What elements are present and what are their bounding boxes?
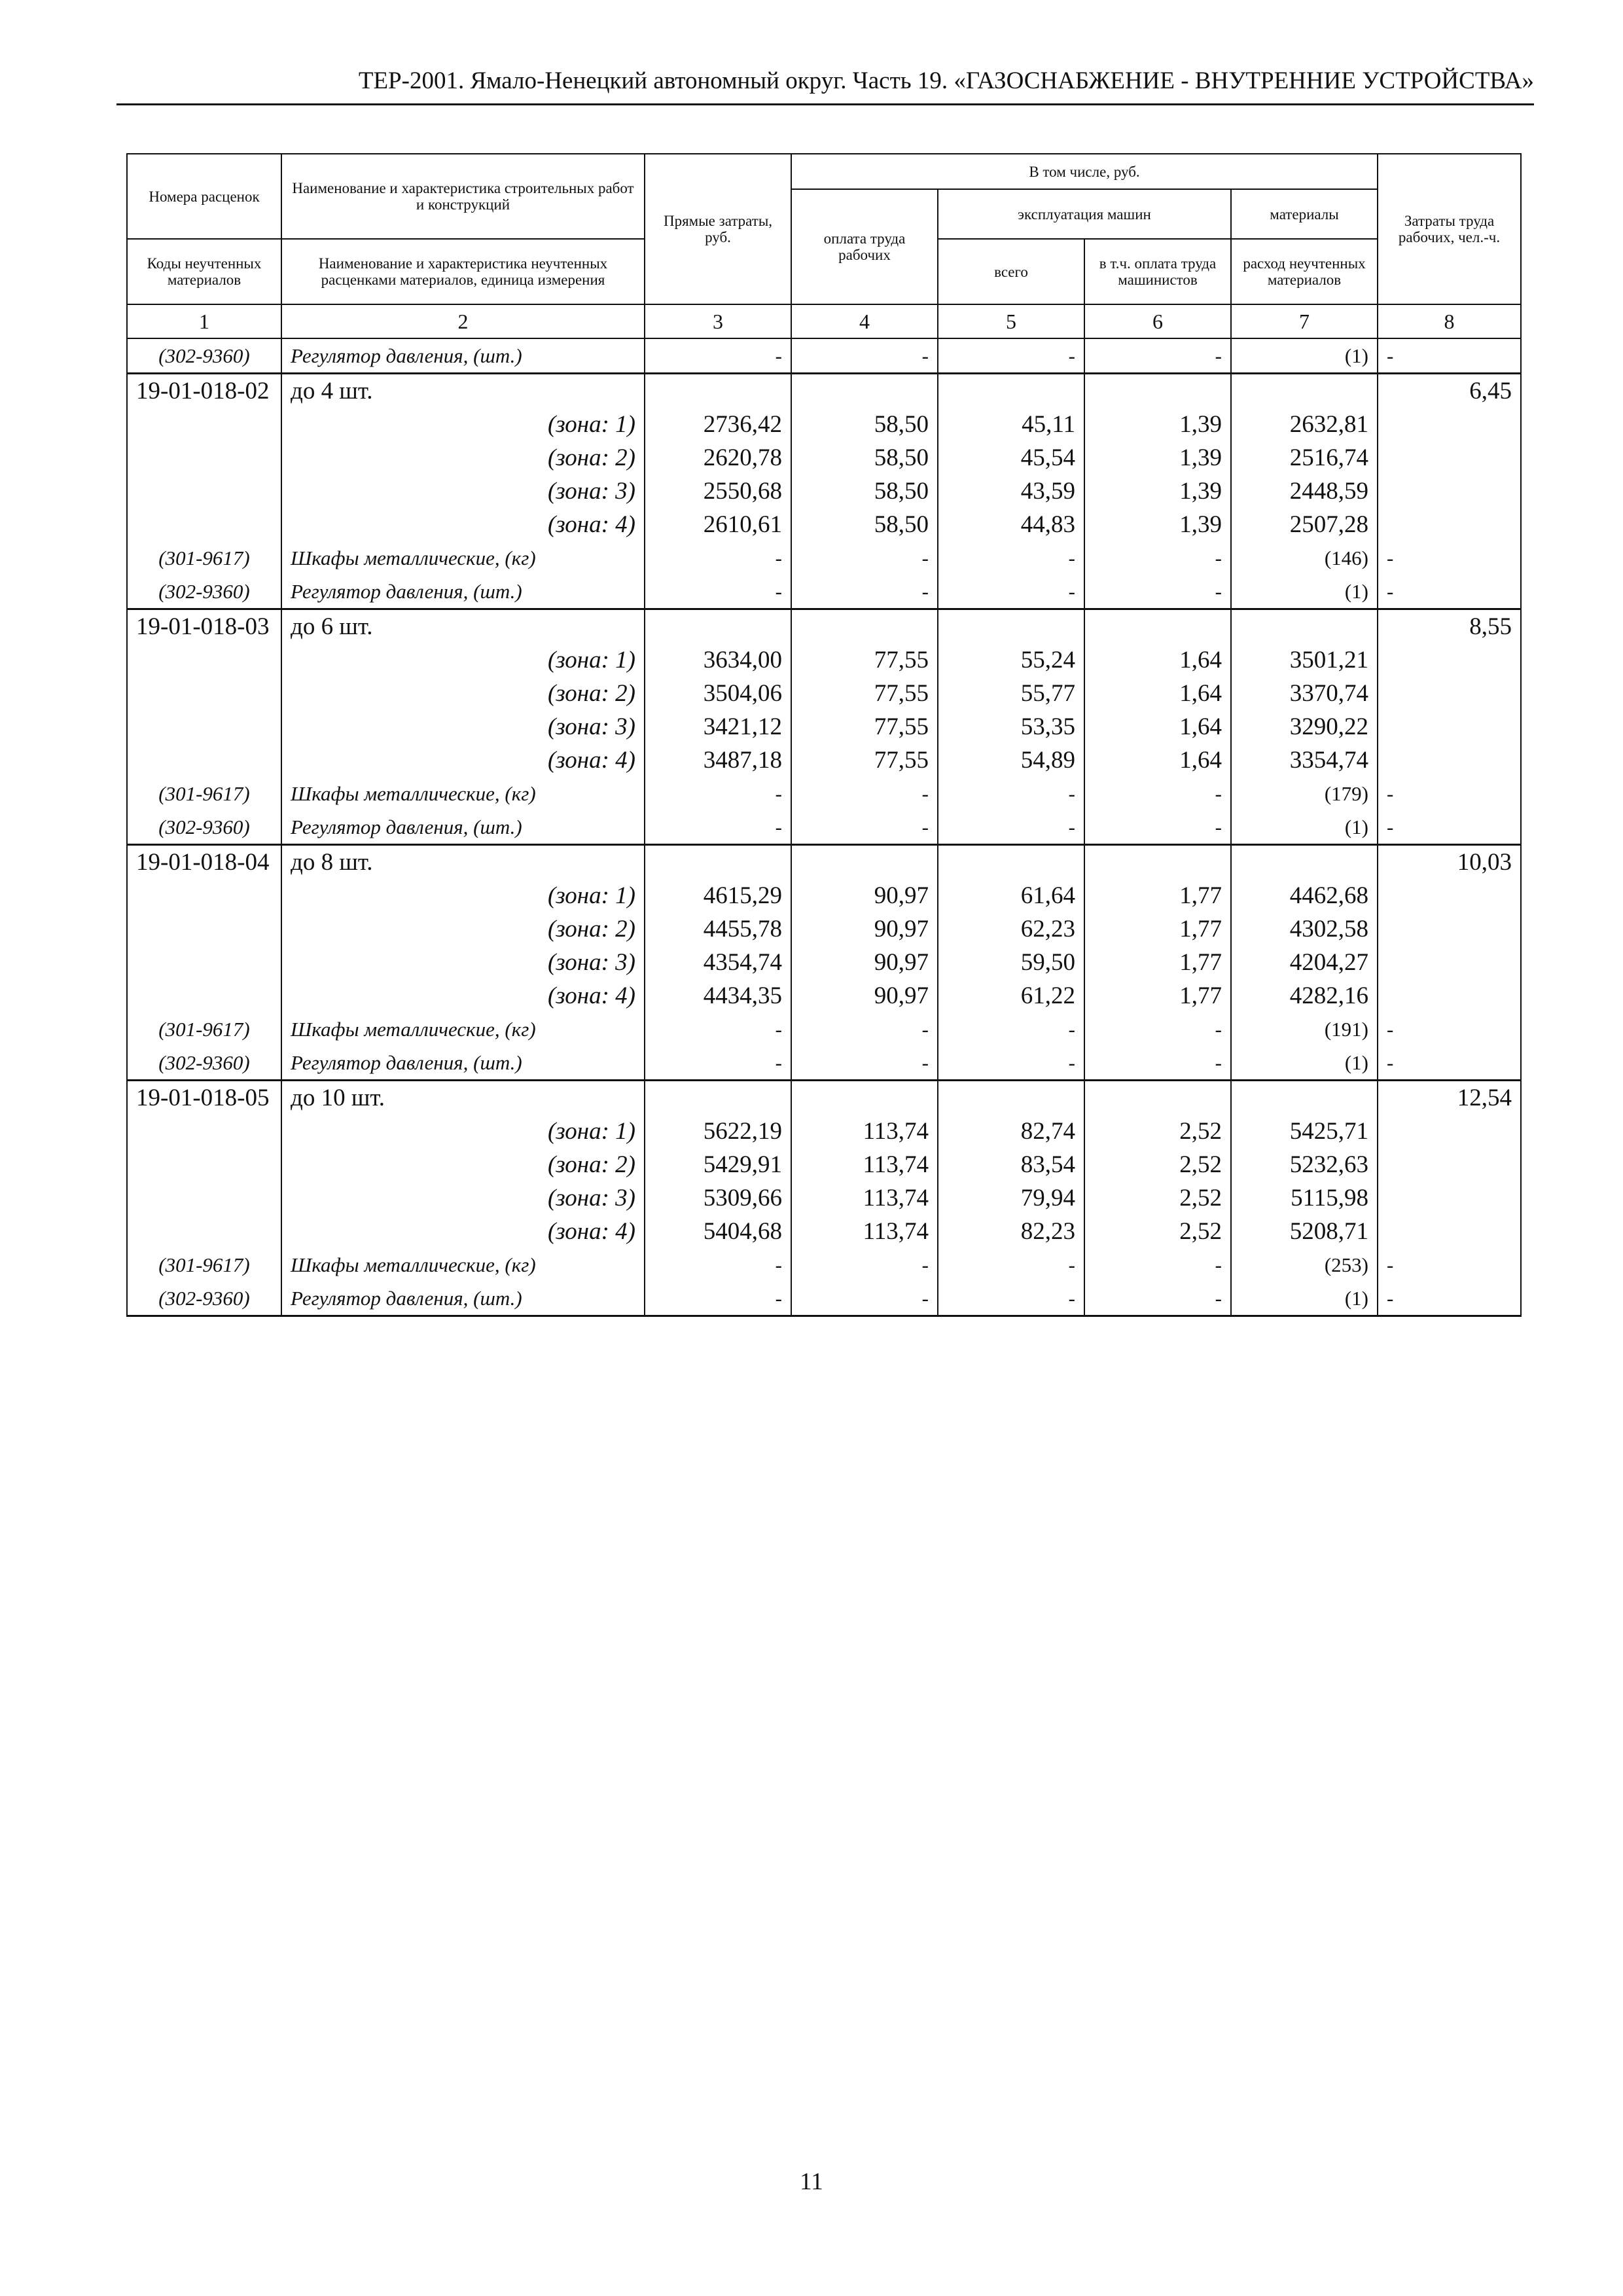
- machines-total-cell: 54,89: [938, 744, 1084, 777]
- machines-total-cell: -: [938, 541, 1084, 575]
- labor-costs-cell: [1378, 475, 1521, 508]
- operators-pay-cell: 1,77: [1084, 879, 1231, 912]
- machines-total-cell: -: [938, 1013, 1084, 1046]
- materials-cell: 5115,98: [1231, 1181, 1378, 1215]
- labor-costs-cell: [1378, 1148, 1521, 1181]
- materials-cell: 2516,74: [1231, 441, 1378, 475]
- item-name-cell: (зона: 3): [281, 475, 645, 508]
- rate-code-cell: [127, 744, 281, 777]
- rate-code-cell: [127, 710, 281, 744]
- direct-costs-cell: 2620,78: [645, 441, 791, 475]
- workers-pay-cell: -: [791, 1248, 938, 1282]
- zone-row: [127, 946, 1521, 979]
- materials-cell: (1): [1231, 1046, 1378, 1081]
- labor-costs-cell: [1378, 508, 1521, 541]
- machines-total-cell: [938, 1081, 1084, 1115]
- operators-pay-cell: 1,64: [1084, 643, 1231, 677]
- materials-cell: 5232,63: [1231, 1148, 1378, 1181]
- rate-code-cell: (301-9617): [127, 1248, 281, 1282]
- workers-pay-cell: 90,97: [791, 979, 938, 1013]
- machines-total-cell: 59,50: [938, 946, 1084, 979]
- direct-costs-cell: 3487,18: [645, 744, 791, 777]
- machines-total-cell: 61,22: [938, 979, 1084, 1013]
- materials-cell: 4282,16: [1231, 979, 1378, 1013]
- item-name-cell: Шкафы металлические, (кг): [281, 777, 645, 810]
- zone-row: [127, 677, 1521, 710]
- workers-pay-cell: 77,55: [791, 744, 938, 777]
- materials-cell: 4204,27: [1231, 946, 1378, 979]
- materials-cell: 3370,74: [1231, 677, 1378, 710]
- zone-row: [127, 1148, 1521, 1181]
- workers-pay-cell: 58,50: [791, 408, 938, 441]
- rate-code-cell: [127, 979, 281, 1013]
- rate-code-cell: [127, 677, 281, 710]
- labor-costs-cell: -: [1378, 1248, 1521, 1282]
- labor-costs-cell: [1378, 643, 1521, 677]
- item-name-cell: (зона: 2): [281, 1148, 645, 1181]
- rate-code-cell: (302-9360): [127, 1282, 281, 1316]
- rate-code-cell: [127, 408, 281, 441]
- materials-cell: 3501,21: [1231, 643, 1378, 677]
- workers-pay-cell: 113,74: [791, 1115, 938, 1148]
- item-name-cell: (зона: 3): [281, 946, 645, 979]
- workers-pay-cell: -: [791, 575, 938, 609]
- zone-row: [127, 441, 1521, 475]
- rates-table: [126, 153, 1522, 1317]
- operators-pay-cell: 1,39: [1084, 441, 1231, 475]
- labor-costs-cell: 10,03: [1378, 845, 1521, 880]
- workers-pay-cell: 77,55: [791, 710, 938, 744]
- rate-row: [127, 374, 1521, 408]
- table-body: [127, 338, 1521, 1316]
- item-name-cell: до 10 шт.: [281, 1081, 645, 1115]
- item-name-cell: (зона: 4): [281, 744, 645, 777]
- operators-pay-cell: 2,52: [1084, 1115, 1231, 1148]
- materials-cell: (179): [1231, 777, 1378, 810]
- operators-pay-cell: [1084, 1081, 1231, 1115]
- direct-costs-cell: -: [645, 1282, 791, 1316]
- item-name-cell: Шкафы металлические, (кг): [281, 1013, 645, 1046]
- machines-total-cell: 55,77: [938, 677, 1084, 710]
- item-name-cell: (зона: 2): [281, 677, 645, 710]
- labor-costs-cell: [1378, 441, 1521, 475]
- machines-total-cell: 82,23: [938, 1215, 1084, 1248]
- workers-pay-cell: 90,97: [791, 879, 938, 912]
- header-work-name: Наименование и характеристика строительных работ и конструкций: [281, 154, 645, 239]
- item-name-cell: (зона: 3): [281, 710, 645, 744]
- rate-code-cell: (301-9617): [127, 541, 281, 575]
- material-row: [127, 1282, 1521, 1316]
- workers-pay-cell: -: [791, 810, 938, 845]
- labor-costs-cell: -: [1378, 575, 1521, 609]
- labor-costs-cell: [1378, 1215, 1521, 1248]
- machines-total-cell: -: [938, 1248, 1084, 1282]
- direct-costs-cell: 3504,06: [645, 677, 791, 710]
- materials-cell: (253): [1231, 1248, 1378, 1282]
- rate-code-cell: [127, 1115, 281, 1148]
- item-name-cell: до 8 шт.: [281, 845, 645, 880]
- workers-pay-cell: -: [791, 1046, 938, 1081]
- workers-pay-cell: 58,50: [791, 508, 938, 541]
- zone-row: [127, 475, 1521, 508]
- zone-row: [127, 710, 1521, 744]
- operators-pay-cell: -: [1084, 338, 1231, 374]
- column-number: 8: [1378, 304, 1521, 338]
- labor-costs-cell: [1378, 979, 1521, 1013]
- operators-pay-cell: 1,64: [1084, 677, 1231, 710]
- direct-costs-cell: 3421,12: [645, 710, 791, 744]
- page-number: 11: [800, 2168, 823, 2195]
- materials-cell: 2507,28: [1231, 508, 1378, 541]
- workers-pay-cell: 113,74: [791, 1215, 938, 1248]
- direct-costs-cell: 2610,61: [645, 508, 791, 541]
- machines-total-cell: -: [938, 777, 1084, 810]
- materials-cell: (1): [1231, 810, 1378, 845]
- operators-pay-cell: 2,52: [1084, 1148, 1231, 1181]
- direct-costs-cell: 2736,42: [645, 408, 791, 441]
- workers-pay-cell: -: [791, 1013, 938, 1046]
- header-unaccounted-materials: расход неучтенных материалов: [1231, 239, 1378, 304]
- direct-costs-cell: 4354,74: [645, 946, 791, 979]
- machines-total-cell: [938, 374, 1084, 408]
- zone-row: [127, 912, 1521, 946]
- workers-pay-cell: 77,55: [791, 643, 938, 677]
- column-number: 6: [1084, 304, 1231, 338]
- direct-costs-cell: -: [645, 1046, 791, 1081]
- direct-costs-cell: -: [645, 1248, 791, 1282]
- operators-pay-cell: -: [1084, 777, 1231, 810]
- machines-total-cell: 79,94: [938, 1181, 1084, 1215]
- direct-costs-cell: -: [645, 810, 791, 845]
- item-name-cell: до 4 шт.: [281, 374, 645, 408]
- machines-total-cell: 82,74: [938, 1115, 1084, 1148]
- labor-costs-cell: -: [1378, 338, 1521, 374]
- rate-code-cell: [127, 946, 281, 979]
- workers-pay-cell: 113,74: [791, 1148, 938, 1181]
- machines-total-cell: 55,24: [938, 643, 1084, 677]
- item-name-cell: (зона: 1): [281, 1115, 645, 1148]
- labor-costs-cell: [1378, 912, 1521, 946]
- material-row: [127, 1248, 1521, 1282]
- workers-pay-cell: -: [791, 1282, 938, 1316]
- operators-pay-cell: -: [1084, 1013, 1231, 1046]
- header-materials: материалы: [1231, 189, 1378, 239]
- labor-costs-cell: -: [1378, 1046, 1521, 1081]
- operators-pay-cell: [1084, 609, 1231, 644]
- machines-total-cell: 62,23: [938, 912, 1084, 946]
- rate-code-cell: (302-9360): [127, 575, 281, 609]
- operators-pay-cell: -: [1084, 1282, 1231, 1316]
- direct-costs-cell: [645, 609, 791, 644]
- operators-pay-cell: 1,39: [1084, 408, 1231, 441]
- item-name-cell: Регулятор давления, (шт.): [281, 338, 645, 374]
- workers-pay-cell: 77,55: [791, 677, 938, 710]
- header-operators-pay: в т.ч. оплата труда машинистов: [1084, 239, 1231, 304]
- materials-cell: (1): [1231, 575, 1378, 609]
- operators-pay-cell: 1,39: [1084, 475, 1231, 508]
- labor-costs-cell: [1378, 1181, 1521, 1215]
- operators-pay-cell: 1,77: [1084, 912, 1231, 946]
- materials-cell: [1231, 609, 1378, 644]
- labor-costs-cell: 8,55: [1378, 609, 1521, 644]
- labor-costs-cell: [1378, 744, 1521, 777]
- machines-total-cell: [938, 609, 1084, 644]
- materials-cell: 3290,22: [1231, 710, 1378, 744]
- operators-pay-cell: 1,64: [1084, 710, 1231, 744]
- rate-code-cell: (302-9360): [127, 810, 281, 845]
- zone-row: [127, 408, 1521, 441]
- materials-cell: 3354,74: [1231, 744, 1378, 777]
- rate-code-cell: [127, 475, 281, 508]
- operators-pay-cell: -: [1084, 1248, 1231, 1282]
- labor-costs-cell: [1378, 408, 1521, 441]
- header-machines-total: всего: [938, 239, 1084, 304]
- machines-total-cell: -: [938, 810, 1084, 845]
- rate-code-cell: 19-01-018-02: [127, 374, 281, 408]
- item-name-cell: (зона: 1): [281, 408, 645, 441]
- labor-costs-cell: -: [1378, 541, 1521, 575]
- zone-row: [127, 643, 1521, 677]
- workers-pay-cell: 90,97: [791, 912, 938, 946]
- materials-cell: [1231, 374, 1378, 408]
- labor-costs-cell: [1378, 677, 1521, 710]
- workers-pay-cell: 113,74: [791, 1181, 938, 1215]
- rate-code-cell: (302-9360): [127, 338, 281, 374]
- workers-pay-cell: [791, 609, 938, 644]
- direct-costs-cell: 4455,78: [645, 912, 791, 946]
- page-header: ТЕР-2001. Ямало-Ненецкий автономный округ. Часть 19. «ГАЗОСНАБЖЕНИЕ - ВНУТРЕННИЕ УСТРОЙСТВА»: [116, 65, 1534, 105]
- item-name-cell: Регулятор давления, (шт.): [281, 1282, 645, 1316]
- direct-costs-cell: [645, 1081, 791, 1115]
- item-name-cell: Регулятор давления, (шт.): [281, 1046, 645, 1081]
- zone-row: [127, 744, 1521, 777]
- machines-total-cell: 83,54: [938, 1148, 1084, 1181]
- column-number: 1: [127, 304, 281, 338]
- rate-code-cell: 19-01-018-03: [127, 609, 281, 644]
- material-row: [127, 338, 1521, 374]
- materials-cell: (191): [1231, 1013, 1378, 1046]
- direct-costs-cell: -: [645, 541, 791, 575]
- workers-pay-cell: [791, 1081, 938, 1115]
- rate-code-cell: [127, 643, 281, 677]
- rate-code-cell: 19-01-018-04: [127, 845, 281, 880]
- direct-costs-cell: 5622,19: [645, 1115, 791, 1148]
- materials-cell: 4462,68: [1231, 879, 1378, 912]
- zone-row: [127, 1181, 1521, 1215]
- rate-code-cell: [127, 1181, 281, 1215]
- direct-costs-cell: [645, 845, 791, 880]
- labor-costs-cell: -: [1378, 1282, 1521, 1316]
- materials-cell: 2632,81: [1231, 408, 1378, 441]
- machines-total-cell: -: [938, 1282, 1084, 1316]
- zone-row: [127, 979, 1521, 1013]
- materials-cell: (1): [1231, 1282, 1378, 1316]
- machines-total-cell: 53,35: [938, 710, 1084, 744]
- header-rate-numbers: Номера расценок: [127, 154, 281, 239]
- materials-cell: [1231, 845, 1378, 880]
- machines-total-cell: -: [938, 1046, 1084, 1081]
- workers-pay-cell: -: [791, 541, 938, 575]
- labor-costs-cell: -: [1378, 777, 1521, 810]
- operators-pay-cell: 1,77: [1084, 946, 1231, 979]
- rate-code-cell: [127, 441, 281, 475]
- rate-code-cell: [127, 1148, 281, 1181]
- rate-row: [127, 845, 1521, 880]
- header-material-names: Наименование и характеристика неучтенных расценками материалов, единица измерения: [281, 239, 645, 304]
- direct-costs-cell: -: [645, 575, 791, 609]
- item-name-cell: (зона: 3): [281, 1181, 645, 1215]
- workers-pay-cell: [791, 845, 938, 880]
- direct-costs-cell: 2550,68: [645, 475, 791, 508]
- direct-costs-cell: 4434,35: [645, 979, 791, 1013]
- header-including: В том числе, руб.: [791, 154, 1378, 189]
- workers-pay-cell: -: [791, 777, 938, 810]
- direct-costs-cell: [645, 374, 791, 408]
- workers-pay-cell: [791, 374, 938, 408]
- machines-total-cell: 45,54: [938, 441, 1084, 475]
- item-name-cell: Регулятор давления, (шт.): [281, 810, 645, 845]
- material-row: [127, 1046, 1521, 1081]
- item-name-cell: (зона: 1): [281, 879, 645, 912]
- item-name-cell: (зона: 1): [281, 643, 645, 677]
- header-workers-pay: оплата труда рабочих: [791, 189, 938, 304]
- operators-pay-cell: 1,77: [1084, 979, 1231, 1013]
- item-name-cell: Регулятор давления, (шт.): [281, 575, 645, 609]
- labor-costs-cell: 6,45: [1378, 374, 1521, 408]
- materials-cell: 4302,58: [1231, 912, 1378, 946]
- zone-row: [127, 879, 1521, 912]
- operators-pay-cell: 1,39: [1084, 508, 1231, 541]
- item-name-cell: (зона: 2): [281, 912, 645, 946]
- column-number: 7: [1231, 304, 1378, 338]
- column-number: 5: [938, 304, 1084, 338]
- labor-costs-cell: [1378, 710, 1521, 744]
- materials-cell: 2448,59: [1231, 475, 1378, 508]
- materials-cell: [1231, 1081, 1378, 1115]
- rate-code-cell: (301-9617): [127, 1013, 281, 1046]
- item-name-cell: (зона: 4): [281, 508, 645, 541]
- direct-costs-cell: 3634,00: [645, 643, 791, 677]
- operators-pay-cell: 2,52: [1084, 1181, 1231, 1215]
- operators-pay-cell: [1084, 374, 1231, 408]
- labor-costs-cell: [1378, 1115, 1521, 1148]
- zone-row: [127, 508, 1521, 541]
- direct-costs-cell: 5404,68: [645, 1215, 791, 1248]
- operators-pay-cell: -: [1084, 541, 1231, 575]
- machines-total-cell: 61,64: [938, 879, 1084, 912]
- workers-pay-cell: 58,50: [791, 475, 938, 508]
- operators-pay-cell: 1,64: [1084, 744, 1231, 777]
- labor-costs-cell: 12,54: [1378, 1081, 1521, 1115]
- labor-costs-cell: -: [1378, 810, 1521, 845]
- material-row: [127, 541, 1521, 575]
- workers-pay-cell: -: [791, 338, 938, 374]
- header-direct-costs: Прямые затраты, руб.: [645, 154, 791, 304]
- rate-row: [127, 609, 1521, 644]
- operators-pay-cell: -: [1084, 575, 1231, 609]
- direct-costs-cell: -: [645, 777, 791, 810]
- materials-cell: 5425,71: [1231, 1115, 1378, 1148]
- machines-total-cell: -: [938, 575, 1084, 609]
- workers-pay-cell: 58,50: [791, 441, 938, 475]
- machines-total-cell: 43,59: [938, 475, 1084, 508]
- rate-code-cell: [127, 879, 281, 912]
- material-row: [127, 777, 1521, 810]
- machines-total-cell: 44,83: [938, 508, 1084, 541]
- direct-costs-cell: 5429,91: [645, 1148, 791, 1181]
- operators-pay-cell: -: [1084, 1046, 1231, 1081]
- materials-cell: (1): [1231, 338, 1378, 374]
- rate-code-cell: (301-9617): [127, 777, 281, 810]
- rate-code-cell: [127, 508, 281, 541]
- labor-costs-cell: [1378, 946, 1521, 979]
- item-name-cell: (зона: 4): [281, 1215, 645, 1248]
- materials-cell: 5208,71: [1231, 1215, 1378, 1248]
- machines-total-cell: -: [938, 338, 1084, 374]
- item-name-cell: до 6 шт.: [281, 609, 645, 644]
- rate-code-cell: [127, 1215, 281, 1248]
- rate-code-cell: [127, 912, 281, 946]
- table-header: [127, 154, 1521, 338]
- header-labor-costs: Затраты труда рабочих, чел.-ч.: [1378, 154, 1521, 304]
- header-machines: эксплуатация машин: [938, 189, 1231, 239]
- item-name-cell: (зона: 2): [281, 441, 645, 475]
- item-name-cell: Шкафы металлические, (кг): [281, 1248, 645, 1282]
- labor-costs-cell: [1378, 879, 1521, 912]
- column-number: 4: [791, 304, 938, 338]
- zone-row: [127, 1115, 1521, 1148]
- item-name-cell: Шкафы металлические, (кг): [281, 541, 645, 575]
- rate-row: [127, 1081, 1521, 1115]
- materials-cell: (146): [1231, 541, 1378, 575]
- direct-costs-cell: -: [645, 338, 791, 374]
- material-row: [127, 575, 1521, 609]
- rate-code-cell: (302-9360): [127, 1046, 281, 1081]
- column-number: 2: [281, 304, 645, 338]
- zone-row: [127, 1215, 1521, 1248]
- labor-costs-cell: -: [1378, 1013, 1521, 1046]
- column-number: 3: [645, 304, 791, 338]
- operators-pay-cell: 2,52: [1084, 1215, 1231, 1248]
- operators-pay-cell: -: [1084, 810, 1231, 845]
- rate-code-cell: 19-01-018-05: [127, 1081, 281, 1115]
- header-material-codes: Коды неучтенных материалов: [127, 239, 281, 304]
- direct-costs-cell: 4615,29: [645, 879, 791, 912]
- machines-total-cell: [938, 845, 1084, 880]
- material-row: [127, 810, 1521, 845]
- direct-costs-cell: 5309,66: [645, 1181, 791, 1215]
- workers-pay-cell: 90,97: [791, 946, 938, 979]
- item-name-cell: (зона: 4): [281, 979, 645, 1013]
- material-row: [127, 1013, 1521, 1046]
- direct-costs-cell: -: [645, 1013, 791, 1046]
- operators-pay-cell: [1084, 845, 1231, 880]
- machines-total-cell: 45,11: [938, 408, 1084, 441]
